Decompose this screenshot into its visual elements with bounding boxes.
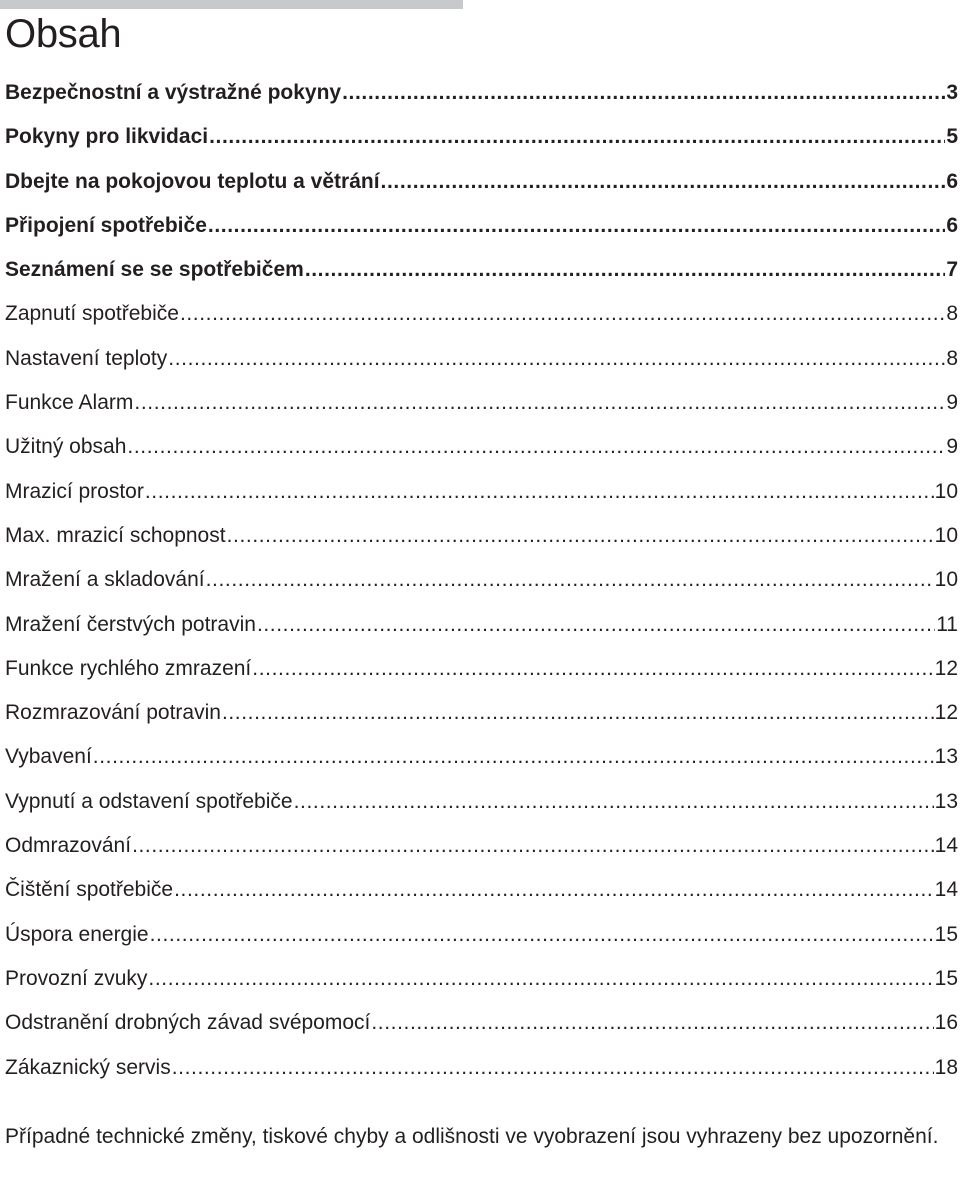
toc-entry[interactable] — [5, 381, 958, 425]
toc-leader-dots — [371, 1001, 933, 1045]
toc-entry-page: 6 — [946, 213, 958, 237]
disclaimer-note: Případné technické změny, tiskové chyby a odlišnosti ve vyobrazení jsou vyhrazeny bez upozornění. — [5, 1125, 939, 1148]
toc-entry-label: Funkce rychlého zmrazení — [5, 656, 252, 680]
toc-entry[interactable] — [5, 248, 958, 292]
toc-entry-page: 15 — [934, 922, 958, 946]
toc-leader-dots — [381, 160, 946, 204]
toc-entry[interactable] — [5, 558, 958, 602]
toc-entry-label: Zapnutí spotřebiče — [5, 302, 179, 326]
toc-leader-dots — [208, 204, 945, 248]
toc-entry-page: 12 — [934, 701, 958, 725]
toc-entry-page: 10 — [934, 523, 958, 547]
toc-leader-dots — [294, 780, 934, 824]
toc-entry-page: 13 — [934, 789, 958, 813]
toc-leader-dots — [342, 71, 945, 115]
toc-leader-dots — [257, 603, 935, 647]
toc-entry-label: Dbejte na pokojovou teplotu a větrání — [5, 169, 380, 193]
toc-entry-label: Max. mrazicí schopnost — [5, 523, 226, 547]
toc-entry-label: Užitný obsah — [5, 435, 127, 459]
toc-entry[interactable] — [5, 957, 958, 1001]
toc-entry[interactable] — [5, 691, 958, 735]
toc-entry[interactable] — [5, 115, 958, 159]
toc-entry-label: Bezpečnostní a výstražné pokyny — [5, 81, 342, 104]
toc-entry-page: 11 — [936, 612, 958, 636]
toc-leader-dots — [134, 381, 945, 425]
table-of-contents — [5, 71, 958, 1090]
toc-entry-label: Vypnutí a odstavení spotřebiče — [5, 789, 293, 813]
toc-leader-dots — [93, 735, 934, 779]
toc-entry-label: Odmrazování — [5, 834, 132, 858]
toc-entry-label: Odstranění drobných závad svépomocí — [5, 1011, 371, 1035]
toc-entry-page: 7 — [946, 258, 958, 282]
toc-entry[interactable] — [5, 337, 958, 381]
toc-leader-dots — [222, 691, 934, 735]
toc-entry-label: Funkce Alarm — [5, 391, 134, 415]
toc-entry[interactable] — [5, 160, 958, 204]
toc-leader-dots — [148, 957, 933, 1001]
toc-leader-dots — [305, 248, 946, 292]
toc-entry-page: 8 — [946, 302, 958, 326]
toc-entry-label: Mražení čerstvých potravin — [5, 612, 256, 636]
toc-entry-page: 9 — [946, 391, 958, 415]
toc-leader-dots — [180, 292, 945, 336]
toc-leader-dots — [172, 1046, 934, 1090]
toc-entry[interactable] — [5, 425, 958, 469]
toc-entry-label: Připojení spotřebiče — [5, 213, 207, 237]
toc-entry-label: Rozmrazování potravin — [5, 701, 221, 725]
toc-entry[interactable] — [5, 292, 958, 336]
toc-entry-page: 3 — [946, 81, 958, 104]
toc-entry[interactable] — [5, 1046, 958, 1090]
toc-entry-page: 12 — [934, 656, 958, 680]
toc-entry-page: 15 — [934, 966, 958, 990]
toc-entry-label: Nastavení teploty — [5, 346, 168, 370]
toc-entry[interactable] — [5, 735, 958, 779]
toc-leader-dots — [168, 337, 945, 381]
toc-entry-label: Čištění spotřebiče — [5, 878, 174, 902]
toc-entry-page: 14 — [934, 834, 958, 858]
toc-entry[interactable] — [5, 913, 958, 957]
toc-entry-page: 5 — [946, 125, 958, 149]
toc-entry[interactable] — [5, 470, 958, 514]
toc-entry[interactable] — [5, 204, 958, 248]
header-rule — [0, 0, 463, 9]
toc-entry-label: Provozní zvuky — [5, 966, 148, 990]
toc-leader-dots — [127, 425, 945, 469]
toc-entry[interactable] — [5, 514, 958, 558]
toc-entry[interactable] — [5, 780, 958, 824]
toc-leader-dots — [209, 115, 945, 159]
toc-entry[interactable] — [5, 603, 958, 647]
toc-entry-page: 9 — [946, 435, 958, 459]
toc-entry-page: 10 — [934, 479, 958, 503]
toc-entry-page: 8 — [946, 346, 958, 370]
toc-leader-dots — [145, 470, 934, 514]
toc-entry-page: 10 — [934, 568, 958, 592]
toc-entry-page: 13 — [934, 745, 958, 769]
toc-leader-dots — [150, 913, 934, 957]
toc-entry-label: Vybavení — [5, 745, 92, 769]
toc-entry-label: Úspora energie — [5, 922, 149, 946]
toc-entry[interactable] — [5, 868, 958, 912]
toc-entry[interactable] — [5, 1001, 958, 1045]
page-title: Obsah — [5, 12, 122, 56]
toc-entry-label: Mražení a skladování — [5, 568, 205, 592]
toc-entry-page: 18 — [934, 1055, 958, 1079]
toc-leader-dots — [174, 868, 934, 912]
toc-entry-label: Zákaznický servis — [5, 1055, 171, 1079]
toc-leader-dots — [206, 558, 934, 602]
toc-entry-label: Mrazicí prostor — [5, 479, 144, 503]
toc-entry[interactable] — [5, 647, 958, 691]
toc-leader-dots — [132, 824, 934, 868]
toc-entry-page: 6 — [946, 169, 958, 193]
toc-entry-page: 14 — [934, 878, 958, 902]
toc-leader-dots — [227, 514, 934, 558]
toc-entry[interactable] — [5, 71, 958, 115]
toc-entry-page: 16 — [934, 1011, 958, 1035]
toc-entry-label: Seznámení se se spotřebičem — [5, 258, 304, 282]
toc-entry-label: Pokyny pro likvidaci — [5, 125, 209, 149]
toc-entry[interactable] — [5, 824, 958, 868]
toc-leader-dots — [252, 647, 933, 691]
